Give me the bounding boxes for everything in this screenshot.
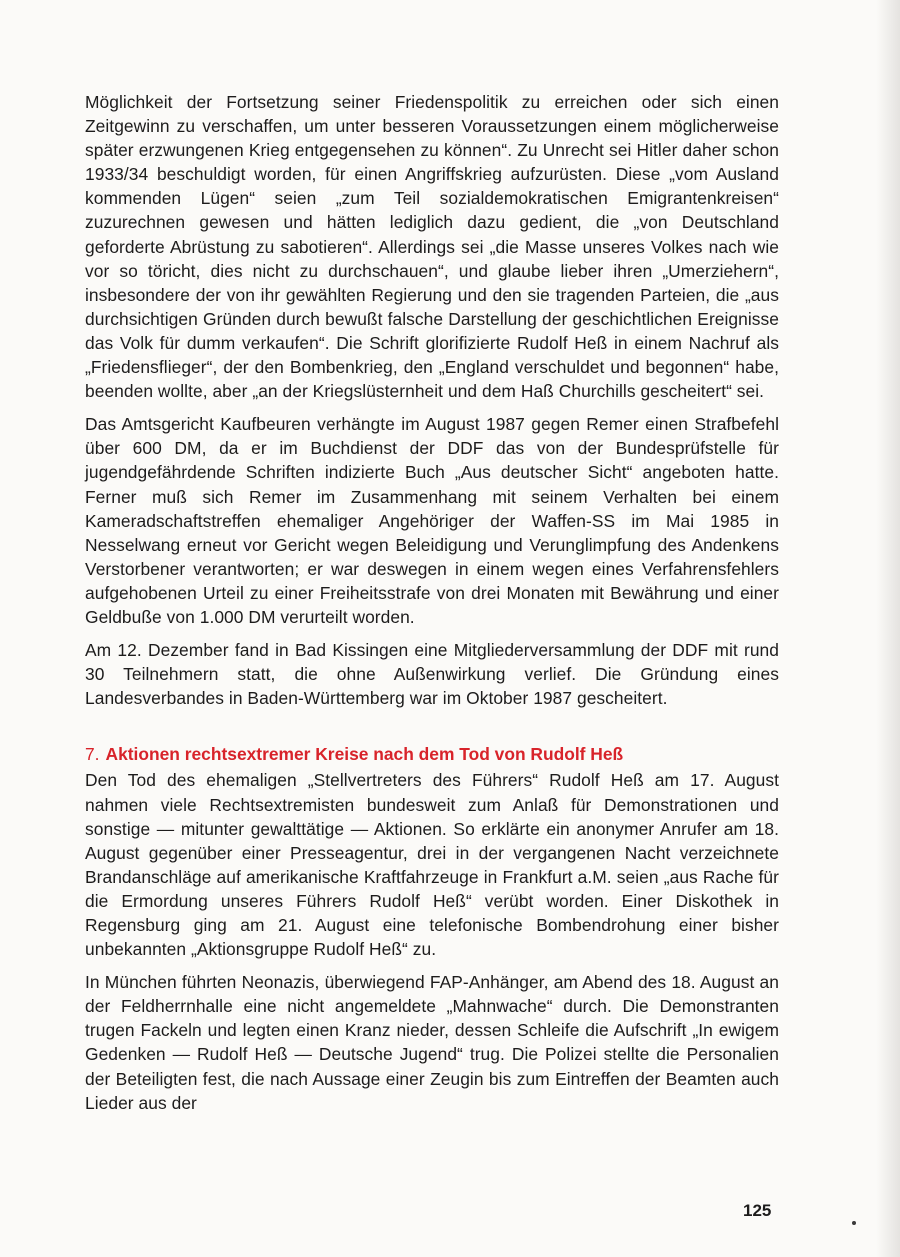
page-edge-shadow	[876, 0, 900, 1257]
paragraph-1: Möglichkeit der Fortsetzung seiner Friedenspolitik zu erreichen oder sich einen Zeitgewinn zu verschaffen, um unter besseren Voraussetzungen einem möglicherweise später erzwungenen Krieg entgegensehen zu können“. Zu Unrecht sei Hitler daher schon 1933/34 beschuldigt worden, für einen Angriffskrieg aufzurüsten. Diese „vom Ausland kommenden Lügen“ seien „zum Teil sozialdemokratischen Emigrantenkreisen“ zuzurechnen gewesen und hätten lediglich dazu gedient, die „von Deutschland geforderte Abrüstung zu sabotieren“. Allerdings sei „die Masse unseres Volkes nach wie vor so töricht, dies nicht zu durchschauen“, und glaube lieber ihren „Umerziehern“, insbesondere der von ihr gewählten Regierung und den sie tragenden Parteien, die „aus durchsichtigen Gründen durch bewußt falsche Darstellung der geschichtlichen Ereignisse das Volk für dumm verkaufen“. Die Schrift glorifizierte Rudolf Heß in einem Nachruf als „Friedensflieger“, der den Bombenkrieg, den „England verschuldet und begonnen“ habe, beenden wollte, aber „an der Kriegslüsternheit und dem Haß Churchills gescheitert“ sei.	[85, 92, 779, 402]
paragraph-3: Am 12. Dezember fand in Bad Kissingen eine Mitgliederversammlung der DDF mit rund 30 Teilnehmern statt, die ohne Außenwirkung verlief. Die Gründung eines Landesverbandes in Baden-Württemberg war im Oktober 1987 gescheitert.	[85, 640, 779, 709]
page-number: 125	[743, 1201, 772, 1220]
scan-dot	[852, 1221, 856, 1225]
paragraph-4: Den Tod des ehemaligen „Stellvertreters des Führers“ Rudolf Heß am 17. August nahmen viele Rechtsextremisten bundesweit zum Anlaß für Demonstrationen und sonstige — mitunter gewalttätige — Aktionen. So erklärte ein anonymer Anrufer am 18. August gegenüber einer Presseagentur, drei in der vergangenen Nacht verzeichnete Brandanschläge auf amerikanische Kraftfahrzeuge in Frankfurt a.M. seien „aus Rache für die Ermordung unseres Führers Rudolf Heß“ verübt worden. Einer Diskothek in Regensburg ging am 21. August eine telefonische Bombendrohung einer bisher unbekannten „Aktionsgruppe Rudolf Heß“ zu.	[85, 770, 779, 960]
section-number: 7.	[85, 744, 100, 765]
paragraph-2: Das Amtsgericht Kaufbeuren verhängte im August 1987 gegen Remer einen Strafbefehl über 600 DM, da er im Buchdienst der DDF das von der Bundesprüfstelle für jugendgefährdende Schriften indizierte Buch „Aus deutscher Sicht“ angeboten hatte. Ferner muß sich Remer im Zusammenhang mit seinem Verhalten bei einem Kameradschaftstreffen ehemaliger Angehöriger der Waffen-SS im Mai 1985 in Nesselwang erneut vor Gericht wegen Beleidigung und Verunglimpfung des Andenkens Verstorbener verantworten; er war deswegen in einem wegen eines Verfahrensfehlers aufgehobenen Urteil zu einer Freiheitsstrafe von drei Monaten mit Bewährung und einer Geldbuße von 1.000 DM verurteilt worden.	[85, 414, 779, 627]
section-heading	[85, 742, 779, 766]
section-title: Aktionen rechtsextremer Kreise nach dem Tod von Rudolf Heß	[105, 744, 624, 765]
paragraph-5: In München führten Neonazis, überwiegend FAP-Anhänger, am Abend des 18. August an der Feldherrnhalle eine nicht angemeldete „Mahnwache“ durch. Die Demonstranten trugen Fackeln und legten einen Kranz nieder, dessen Schleife die Aufschrift „In ewigem Gedenken — Rudolf Heß — Deutsche Jugend“ trug. Die Polizei stellte die Personalien der Beteiligten fest, die nach Aussage einer Zeugin bis zum Eintreffen der Beamten auch Lieder aus der	[85, 972, 779, 1113]
text-column	[85, 90, 779, 1124]
